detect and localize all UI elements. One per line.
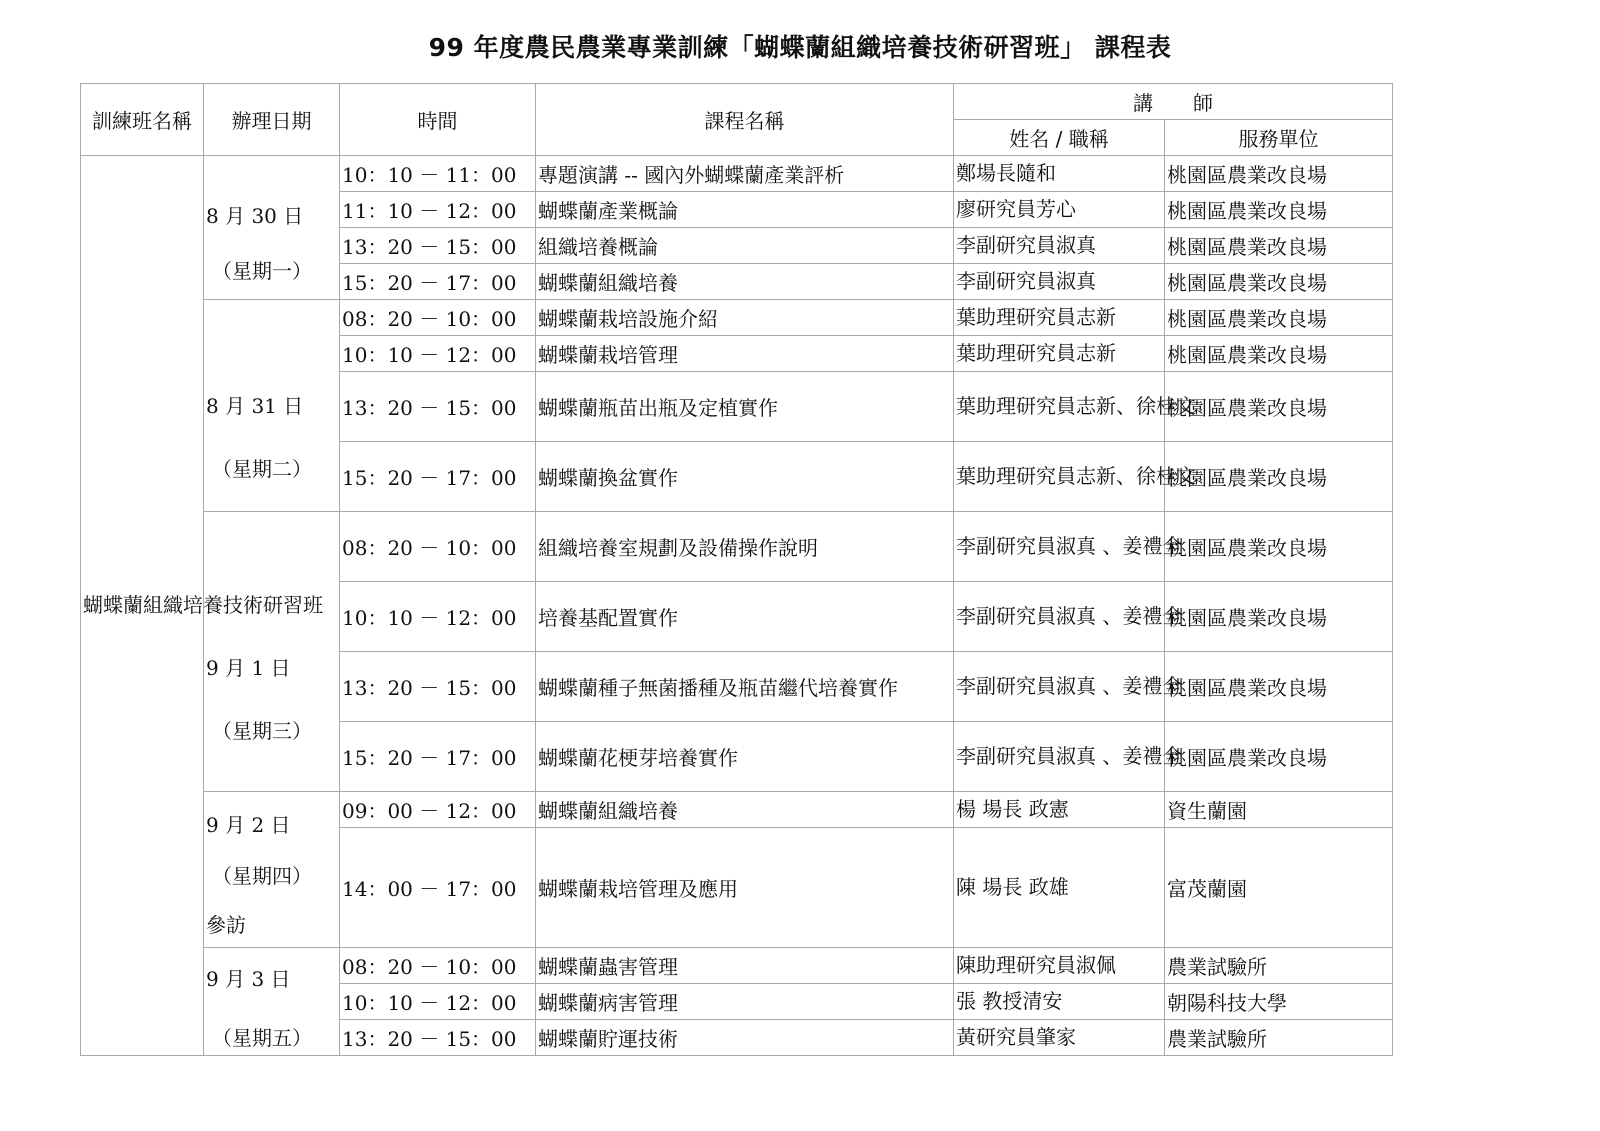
header-name-title: 姓名 / 職稱 bbox=[954, 120, 1165, 156]
course-cell: 蝴蝶蘭換盆實作 bbox=[536, 442, 954, 512]
instructor-cell: 廖研究員芳心 bbox=[954, 192, 1165, 228]
unit-cell: 桃園區農業改良場 bbox=[1165, 652, 1393, 722]
instructor-cell: 葉助理研究員志新 bbox=[954, 336, 1165, 372]
time-cell: 14：00 － 17：00 bbox=[340, 828, 536, 948]
course-cell: 蝴蝶蘭栽培管理及應用 bbox=[536, 828, 954, 948]
course-cell: 組織培養室規劃及設備操作說明 bbox=[536, 512, 954, 582]
date-cell bbox=[204, 156, 340, 300]
course-cell: 蝴蝶蘭組織培養 bbox=[536, 264, 954, 300]
course-cell: 組織培養概論 bbox=[536, 228, 954, 264]
instructor-cell: 張 教授清安 bbox=[954, 984, 1165, 1020]
instructor-cell: 李副研究員淑真 、姜禮全 bbox=[954, 582, 1165, 652]
course-cell: 蝴蝶蘭病害管理 bbox=[536, 984, 954, 1020]
header-course: 課程名稱 bbox=[536, 84, 954, 156]
weekday-text: （星期五） bbox=[212, 1025, 312, 1050]
instructor-cell: 李副研究員淑真 bbox=[954, 264, 1165, 300]
unit-cell: 桃園區農業改良場 bbox=[1165, 442, 1393, 512]
header-date: 辦理日期 bbox=[204, 84, 340, 156]
unit-cell: 資生蘭園 bbox=[1165, 792, 1393, 828]
page-title: 99 年度農民農業專業訓練「蝴蝶蘭組織培養技術研習班」 課程表 bbox=[428, 33, 1172, 62]
unit-cell: 桃園區農業改良場 bbox=[1165, 192, 1393, 228]
date-text: 8 月 30 日 bbox=[206, 203, 304, 228]
schedule-table bbox=[80, 83, 1393, 1056]
unit-cell: 桃園區農業改良場 bbox=[1165, 722, 1393, 792]
instructor-cell: 李副研究員淑真 、姜禮全 bbox=[954, 722, 1165, 792]
instructor-cell: 黃研究員肇家 bbox=[954, 1020, 1165, 1056]
course-cell: 蝴蝶蘭栽培管理 bbox=[536, 336, 954, 372]
time-cell: 09：00 － 12：00 bbox=[340, 792, 536, 828]
time-cell: 13：20 － 15：00 bbox=[340, 228, 536, 264]
weekday-text: （星期三） bbox=[212, 718, 312, 743]
unit-cell: 桃園區農業改良場 bbox=[1165, 264, 1393, 300]
time-cell: 08：20 － 10：00 bbox=[340, 512, 536, 582]
instructor-cell: 鄭場長隨和 bbox=[954, 156, 1165, 192]
instructor-cell: 葉助理研究員志新、徐桂文 bbox=[954, 372, 1165, 442]
instructor-cell: 李副研究員淑真 bbox=[954, 228, 1165, 264]
unit-cell: 桃園區農業改良場 bbox=[1165, 300, 1393, 336]
table-row bbox=[81, 512, 1393, 582]
course-cell: 蝴蝶蘭種子無菌播種及瓶苗繼代培養實作 bbox=[536, 652, 954, 722]
time-cell: 15：20 － 17：00 bbox=[340, 264, 536, 300]
unit-cell: 農業試驗所 bbox=[1165, 1020, 1393, 1056]
unit-cell: 桃園區農業改良場 bbox=[1165, 228, 1393, 264]
weekday-text: （星期一） bbox=[212, 258, 312, 283]
instructor-cell: 葉助理研究員志新、徐桂文 bbox=[954, 442, 1165, 512]
course-cell: 蝴蝶蘭蟲害管理 bbox=[536, 948, 954, 984]
time-cell: 15：20 － 17：00 bbox=[340, 722, 536, 792]
unit-cell: 桃園區農業改良場 bbox=[1165, 156, 1393, 192]
table-row bbox=[81, 948, 1393, 984]
time-cell: 10：10 － 12：00 bbox=[340, 984, 536, 1020]
date-text: 9 月 3 日 bbox=[206, 966, 291, 991]
table-row bbox=[81, 792, 1393, 828]
course-cell: 蝴蝶蘭花梗芽培養實作 bbox=[536, 722, 954, 792]
instructor-cell: 楊 場長 政憲 bbox=[954, 792, 1165, 828]
unit-cell: 桃園區農業改良場 bbox=[1165, 372, 1393, 442]
time-cell: 10：10 － 11：00 bbox=[340, 156, 536, 192]
instructor-cell: 陳 場長 政雄 bbox=[954, 828, 1165, 948]
instructor-cell: 李副研究員淑真 、姜禮全 bbox=[954, 652, 1165, 722]
instructor-cell: 李副研究員淑真 、姜禮全 bbox=[954, 512, 1165, 582]
unit-cell: 富茂蘭園 bbox=[1165, 828, 1393, 948]
date-cell bbox=[204, 300, 340, 512]
date-cell bbox=[204, 792, 340, 948]
header-instructor: 講 師 bbox=[954, 84, 1393, 120]
weekday-text: （星期二） bbox=[212, 456, 312, 481]
table-row bbox=[81, 300, 1393, 336]
date-text: 9 月 2 日 bbox=[206, 813, 291, 837]
course-cell: 蝴蝶蘭貯運技術 bbox=[536, 1020, 954, 1056]
header-time: 時間 bbox=[340, 84, 536, 156]
time-cell: 13：20 － 15：00 bbox=[340, 1020, 536, 1056]
unit-cell: 農業試驗所 bbox=[1165, 948, 1393, 984]
instructor-cell: 葉助理研究員志新 bbox=[954, 300, 1165, 336]
date-text: 9 月 1 日 bbox=[206, 655, 291, 680]
time-cell: 10：10 － 12：00 bbox=[340, 336, 536, 372]
unit-cell: 桃園區農業改良場 bbox=[1165, 582, 1393, 652]
date-text: 8 月 31 日 bbox=[206, 393, 304, 418]
schedule-body bbox=[81, 156, 1393, 1056]
time-cell: 08：20 － 10：00 bbox=[340, 300, 536, 336]
table-row bbox=[81, 156, 1393, 192]
date-cell bbox=[204, 512, 340, 792]
course-cell: 蝴蝶蘭瓶苗出瓶及定植實作 bbox=[536, 372, 954, 442]
instructor-cell: 陳助理研究員淑佩 bbox=[954, 948, 1165, 984]
date-note: 參訪 bbox=[206, 913, 246, 937]
date-cell bbox=[204, 948, 340, 1056]
unit-cell: 桃園區農業改良場 bbox=[1165, 512, 1393, 582]
course-cell: 培養基配置實作 bbox=[536, 582, 954, 652]
unit-cell: 朝陽科技大學 bbox=[1165, 984, 1393, 1020]
header-unit: 服務單位 bbox=[1165, 120, 1393, 156]
weekday-text: （星期四） bbox=[212, 864, 312, 888]
course-cell: 蝴蝶蘭組織培養 bbox=[536, 792, 954, 828]
course-cell: 蝴蝶蘭栽培設施介紹 bbox=[536, 300, 954, 336]
time-cell: 13：20 － 15：00 bbox=[340, 372, 536, 442]
course-cell: 蝴蝶蘭產業概論 bbox=[536, 192, 954, 228]
time-cell: 08：20 － 10：00 bbox=[340, 948, 536, 984]
unit-cell: 桃園區農業改良場 bbox=[1165, 336, 1393, 372]
time-cell: 10：10 － 12：00 bbox=[340, 582, 536, 652]
time-cell: 11：10 － 12：00 bbox=[340, 192, 536, 228]
course-cell: 專題演講 -- 國內外蝴蝶蘭產業評析 bbox=[536, 156, 954, 192]
time-cell: 15：20 － 17：00 bbox=[340, 442, 536, 512]
class-name-cell: 蝴蝶蘭組織培養技術研習班 bbox=[81, 156, 204, 1056]
time-cell: 13：20 － 15：00 bbox=[340, 652, 536, 722]
header-class-name: 訓練班名稱 bbox=[81, 84, 204, 156]
